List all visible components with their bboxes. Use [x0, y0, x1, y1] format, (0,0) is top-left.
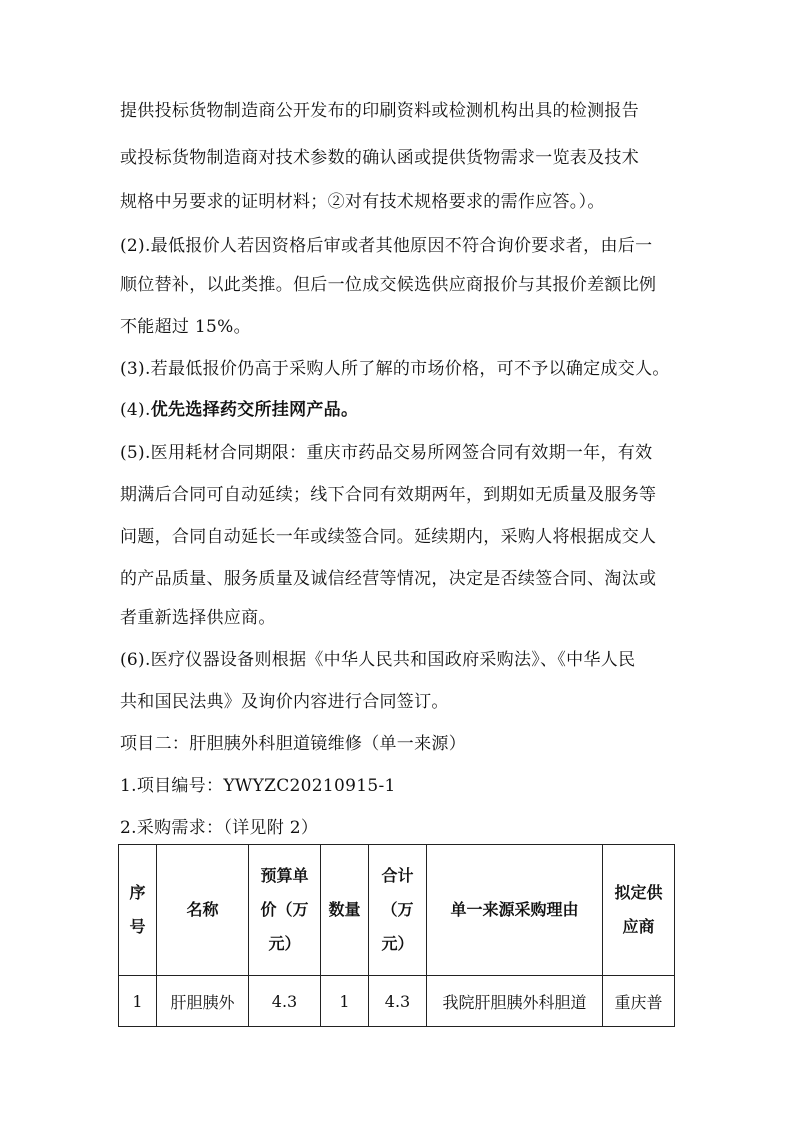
line-11: 问题，合同自动延长一年或续签合同。延续期内，采购人将根据成交人 [120, 527, 657, 547]
header-total: 合计 （万 元） [369, 845, 427, 976]
item4-number: (4). [120, 400, 151, 420]
line-6: 不能超过 15%。 [120, 317, 251, 337]
line-3: 规格中另要求的证明材料；②对有技术规格要求的需作应答。）。 [120, 192, 605, 212]
line-16: 项目二：肝胆胰外科胆道镜维修（单一来源） [120, 734, 466, 754]
cell-seq: 1 [119, 976, 157, 1027]
line-1: 提供投标货物制造商公开发布的印刷资料或检测机构出具的检测报告 [120, 101, 639, 121]
line-13: 者重新选择供应商。 [120, 608, 276, 628]
line-12: 的产品质量、服务质量及诚信经营等情况，决定是否续签合同、淘汰或 [120, 569, 657, 589]
cell-unit-budget: 4.3 [249, 976, 321, 1027]
line-17: 1.项目编号：YWYZC20210915-1 [120, 776, 396, 796]
cell-quantity: 1 [321, 976, 369, 1027]
header-reason: 单一来源采购理由 [427, 845, 603, 976]
cell-total: 4.3 [369, 976, 427, 1027]
item4-bold-text: 优先选择药交所挂网产品。 [150, 400, 359, 420]
header-quantity: 数量 [321, 845, 369, 976]
line-10: 期满后合同可自动延续；线下合同有效期两年，到期如无质量及服务等 [120, 485, 657, 505]
cell-supplier: 重庆普 [603, 976, 675, 1027]
header-supplier: 拟定供 应商 [603, 845, 675, 976]
header-name: 名称 [157, 845, 249, 976]
line-2: 或投标货物制造商对技术参数的确认函或提供货物需求一览表及技术 [120, 148, 639, 168]
line-15: 共和国民法典》及询价内容进行合同签订。 [120, 692, 449, 712]
line-18: 2.采购需求：（详见附 2） [120, 818, 319, 838]
line-9: (5).医用耗材合同期限：重庆市药品交易所网签合同有效期一年，有效 [120, 443, 653, 463]
line-8 [120, 397, 358, 423]
header-unit-budget: 预算单 价（万 元） [249, 845, 321, 976]
header-seq: 序 号 [119, 845, 157, 976]
procurement-table [118, 844, 675, 1027]
line-4: (2).最低报价人若因资格后审或者其他原因不符合询价要求者，由后一 [120, 236, 653, 256]
line-14: (6).医疗仪器设备则根据《中华人民共和国政府采购法》、《中华人民 [120, 650, 636, 670]
table-header-row [119, 845, 675, 976]
table-row [119, 976, 675, 1027]
line-7: (3).若最低报价仍高于采购人所了解的市场价格，可不予以确定成交人。 [120, 359, 670, 379]
line-5: 顺位替补，以此类推。但后一位成交候选供应商报价与其报价差额比例 [120, 275, 657, 295]
cell-reason: 我院肝胆胰外科胆道 [427, 976, 603, 1027]
cell-name: 肝胆胰外 [157, 976, 249, 1027]
